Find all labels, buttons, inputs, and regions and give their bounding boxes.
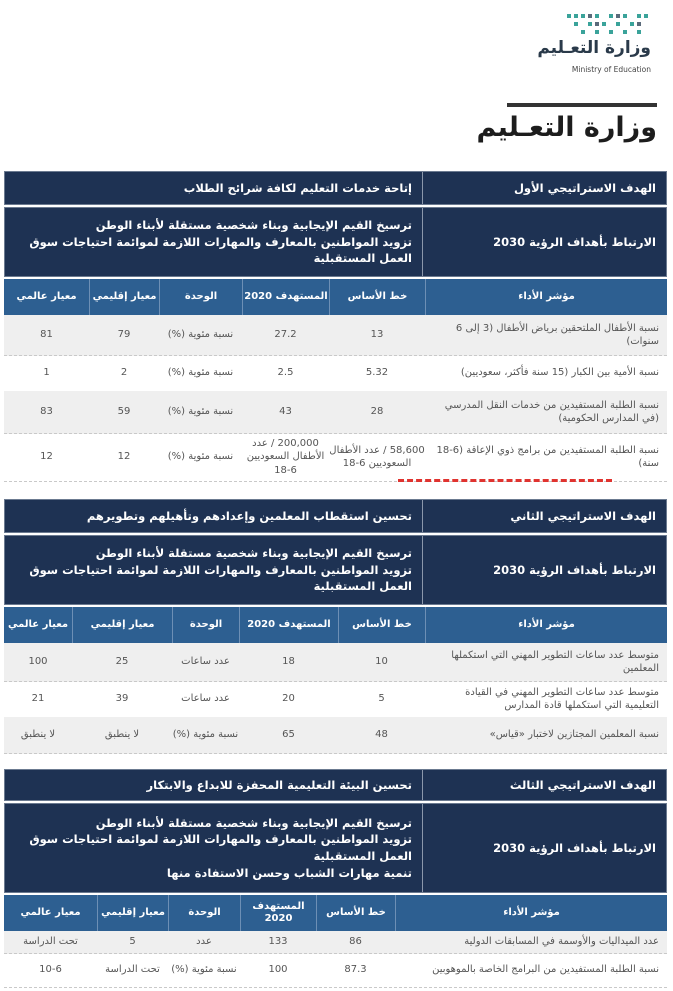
vision-line: ترسيخ القيم الإيجابية وبناء شخصية مستقلة لأبناء الوطن — [95, 815, 412, 830]
cell-global: 81 — [40, 329, 53, 341]
cell-unit: نسبة مئوية (%) — [167, 451, 234, 463]
page-title: وزارة التعـليم — [476, 112, 657, 143]
col-baseline: خط الأساس — [338, 607, 425, 643]
cell-global: 83 — [40, 406, 53, 418]
col-global: معيار عالمي — [16, 290, 77, 302]
vision-label: الارتباط بأهداف الرؤية 2030 — [422, 536, 666, 604]
cell-global: 10-6 — [39, 964, 62, 976]
vision-text — [5, 208, 422, 276]
col-global: معيار عالمي — [20, 906, 81, 918]
col-target: المستهدف 2020 — [242, 279, 329, 315]
goal-text-line: تحسين استقطاب المعلمين وإعدادهم وتأهيلهم وتطويرهم — [86, 508, 412, 523]
table-row — [4, 931, 667, 954]
goal-text — [5, 172, 422, 204]
goal-text — [5, 770, 422, 800]
cell-baseline: 10 — [375, 656, 388, 668]
goal-label: الهدف الاستراتيجي الثاني — [422, 500, 666, 532]
cell-unit: عدد — [196, 936, 212, 948]
col-target: المستهدف 2020 — [240, 895, 316, 931]
goal-text-line: إتاحة خدمات التعليم لكافة شرائح الطلاب — [183, 180, 412, 195]
col-unit: الوحدة — [172, 607, 239, 643]
title-divider — [507, 103, 657, 107]
cell-baseline: 58,600 / عدد الأطفال السعوديين 6-18 — [329, 444, 425, 469]
vision-label: الارتباط بأهداف الرؤية 2030 — [422, 208, 666, 276]
logo-dots-icon — [565, 10, 651, 36]
ministry-logo — [501, 8, 651, 80]
cell-regional: 2 — [120, 367, 128, 379]
cell-unit: نسبة مئوية (%) — [171, 964, 237, 976]
cell-global: 21 — [31, 693, 45, 705]
table-row — [4, 717, 667, 754]
vision-text — [5, 804, 422, 892]
col-baseline: خط الأساس — [316, 895, 395, 931]
cell-target: 43 — [279, 406, 292, 418]
table-header — [4, 279, 667, 315]
cell-target: 18 — [282, 656, 295, 668]
col-unit: الوحدة — [168, 895, 240, 931]
cell-global: 100 — [28, 656, 48, 668]
cell-indicator: نسبة الطلبة المستفيدين من خدمات النقل المدرسي (في المدارس الحكومية) — [444, 399, 659, 424]
cell-target: 65 — [282, 729, 295, 741]
cell-regional: 5 — [129, 936, 136, 948]
cell-target: 100 — [268, 964, 288, 976]
goal-row — [4, 499, 667, 533]
vision-line: تنمية مهارات الشباب وحسن الاستفادة منها — [166, 865, 412, 880]
cell-unit: نسبة مئوية (%) — [167, 406, 234, 418]
cell-global: تحت الدراسة — [23, 936, 78, 948]
goal-label: الهدف الاستراتيجي الثالث — [422, 770, 666, 800]
cell-regional: لا ينطبق — [104, 729, 140, 741]
table-row — [4, 391, 667, 434]
cell-regional: 12 — [117, 451, 131, 463]
cell-unit: نسبة مئوية (%) — [167, 367, 234, 379]
cell-baseline: 86 — [349, 936, 362, 948]
table-row — [4, 433, 667, 482]
cell-indicator: نسبة الأطفال الملتحقين برياض الأطفال (3 إلى 6 سنوات) — [455, 322, 659, 347]
logo-english-text: Ministry of Education — [571, 65, 651, 74]
vision-label: الارتباط بأهداف الرؤية 2030 — [422, 804, 666, 892]
logo-arabic-text: وزارة التعـليم — [537, 38, 651, 58]
vision-line: ترسيخ القيم الإيجابية وبناء شخصية مستقلة لأبناء الوطن — [95, 545, 412, 560]
cell-regional: 79 — [117, 329, 131, 341]
table-row — [4, 643, 667, 682]
cell-indicator: نسبة الطلبة المستفيدين من برامج ذوي الإعاقة (6-18 سنة) — [436, 444, 659, 469]
goal-text — [5, 500, 422, 532]
cell-target: 200,000 / عدد الأطفال السعوديين 6-18 — [246, 437, 325, 476]
cell-baseline: 5 — [378, 693, 385, 705]
cell-target: 27.2 — [274, 329, 297, 341]
cell-regional: تحت الدراسة — [105, 964, 160, 976]
col-regional: معيار إقليمي — [89, 279, 159, 315]
cell-baseline: 48 — [375, 729, 388, 741]
goal-text-line: تحسين البيئة التعليمية المحفزة للابداع والابتكار — [146, 777, 412, 792]
cell-regional: 25 — [115, 656, 129, 668]
col-target: المستهدف 2020 — [239, 607, 338, 643]
table-row — [4, 315, 667, 356]
vision-text — [5, 536, 422, 604]
col-regional: معيار إقليمي — [72, 607, 172, 643]
cell-global: لا ينطبق — [20, 729, 56, 741]
vision-row — [4, 803, 667, 893]
cell-global: 1 — [43, 367, 50, 379]
cell-baseline: 5.32 — [365, 367, 389, 379]
vision-row — [4, 207, 667, 277]
cell-global: 12 — [40, 451, 53, 463]
vision-line: ترسيخ القيم الإيجابية وبناء شخصية مستقلة لأبناء الوطن — [95, 217, 412, 232]
vision-line: تزويد المواطنين بالمعارف والمهارات اللازمة لموائمة احتياجات سوق العمل المستقبلية — [29, 832, 412, 863]
table-header — [4, 607, 667, 643]
cell-baseline: 28 — [370, 406, 384, 418]
col-indicator: مؤشر الأداء — [395, 895, 667, 931]
cell-regional: 39 — [115, 693, 129, 705]
col-baseline: خط الأساس — [329, 279, 425, 315]
vision-row — [4, 535, 667, 605]
col-regional: معيار إقليمي — [97, 895, 168, 931]
cell-unit: عدد ساعات — [181, 693, 230, 705]
cell-indicator: متوسط عدد ساعات التطوير المهني التي استكملها المعلمين — [451, 649, 659, 674]
col-indicator: مؤشر الأداء — [425, 607, 667, 643]
cell-indicator: عدد الميداليات والأوسمة في المسابقات الدولية — [464, 936, 659, 948]
goal-section-1 — [4, 171, 667, 483]
cell-baseline: 87.3 — [344, 964, 367, 976]
goal-row — [4, 171, 667, 205]
red-dashed-underline — [398, 479, 612, 482]
col-unit: الوحدة — [159, 279, 242, 315]
table-row — [4, 953, 667, 988]
cell-unit: عدد ساعات — [181, 656, 230, 668]
cell-target: 133 — [268, 936, 288, 948]
goal-section-2 — [4, 499, 667, 754]
vision-line: تزويد المواطنين بالمعارف والمهارات اللازمة لموائمة احتياجات سوق العمل المستقبلية — [29, 562, 412, 594]
cell-baseline: 13 — [370, 329, 384, 341]
cell-target: 20 — [282, 693, 295, 705]
col-indicator: مؤشر الأداء — [425, 279, 667, 315]
cell-unit: نسبة مئوية (%) — [167, 329, 234, 341]
goal-section-3 — [4, 769, 667, 989]
goal-label: الهدف الاستراتيجي الأول — [422, 172, 666, 204]
table-row — [4, 355, 667, 392]
cell-regional: 59 — [117, 406, 131, 418]
cell-target: 2.5 — [277, 367, 294, 379]
cell-indicator: نسبة الطلبة المستفيدين من البرامج الخاصة بالموهوبين — [432, 964, 659, 976]
goal-row — [4, 769, 667, 801]
cell-unit: نسبة مئوية (%) — [172, 729, 239, 741]
cell-indicator: متوسط عدد ساعات التطوير المهني في القيادة التعليمية التي استكملها قادة المدارس — [465, 686, 659, 711]
table-header — [4, 895, 667, 931]
cell-indicator: نسبة الأمية بين الكبار (15 سنة فأكثر، سعوديين) — [460, 367, 659, 379]
cell-indicator: نسبة المعلمين المجتازين لاختبار «قياس» — [489, 729, 659, 741]
table-row — [4, 681, 667, 718]
vision-line: تزويد المواطنين بالمعارف والمهارات اللازمة لموائمة احتياجات سوق العمل المستقبلية — [29, 234, 412, 266]
col-global: معيار عالمي — [7, 618, 69, 630]
